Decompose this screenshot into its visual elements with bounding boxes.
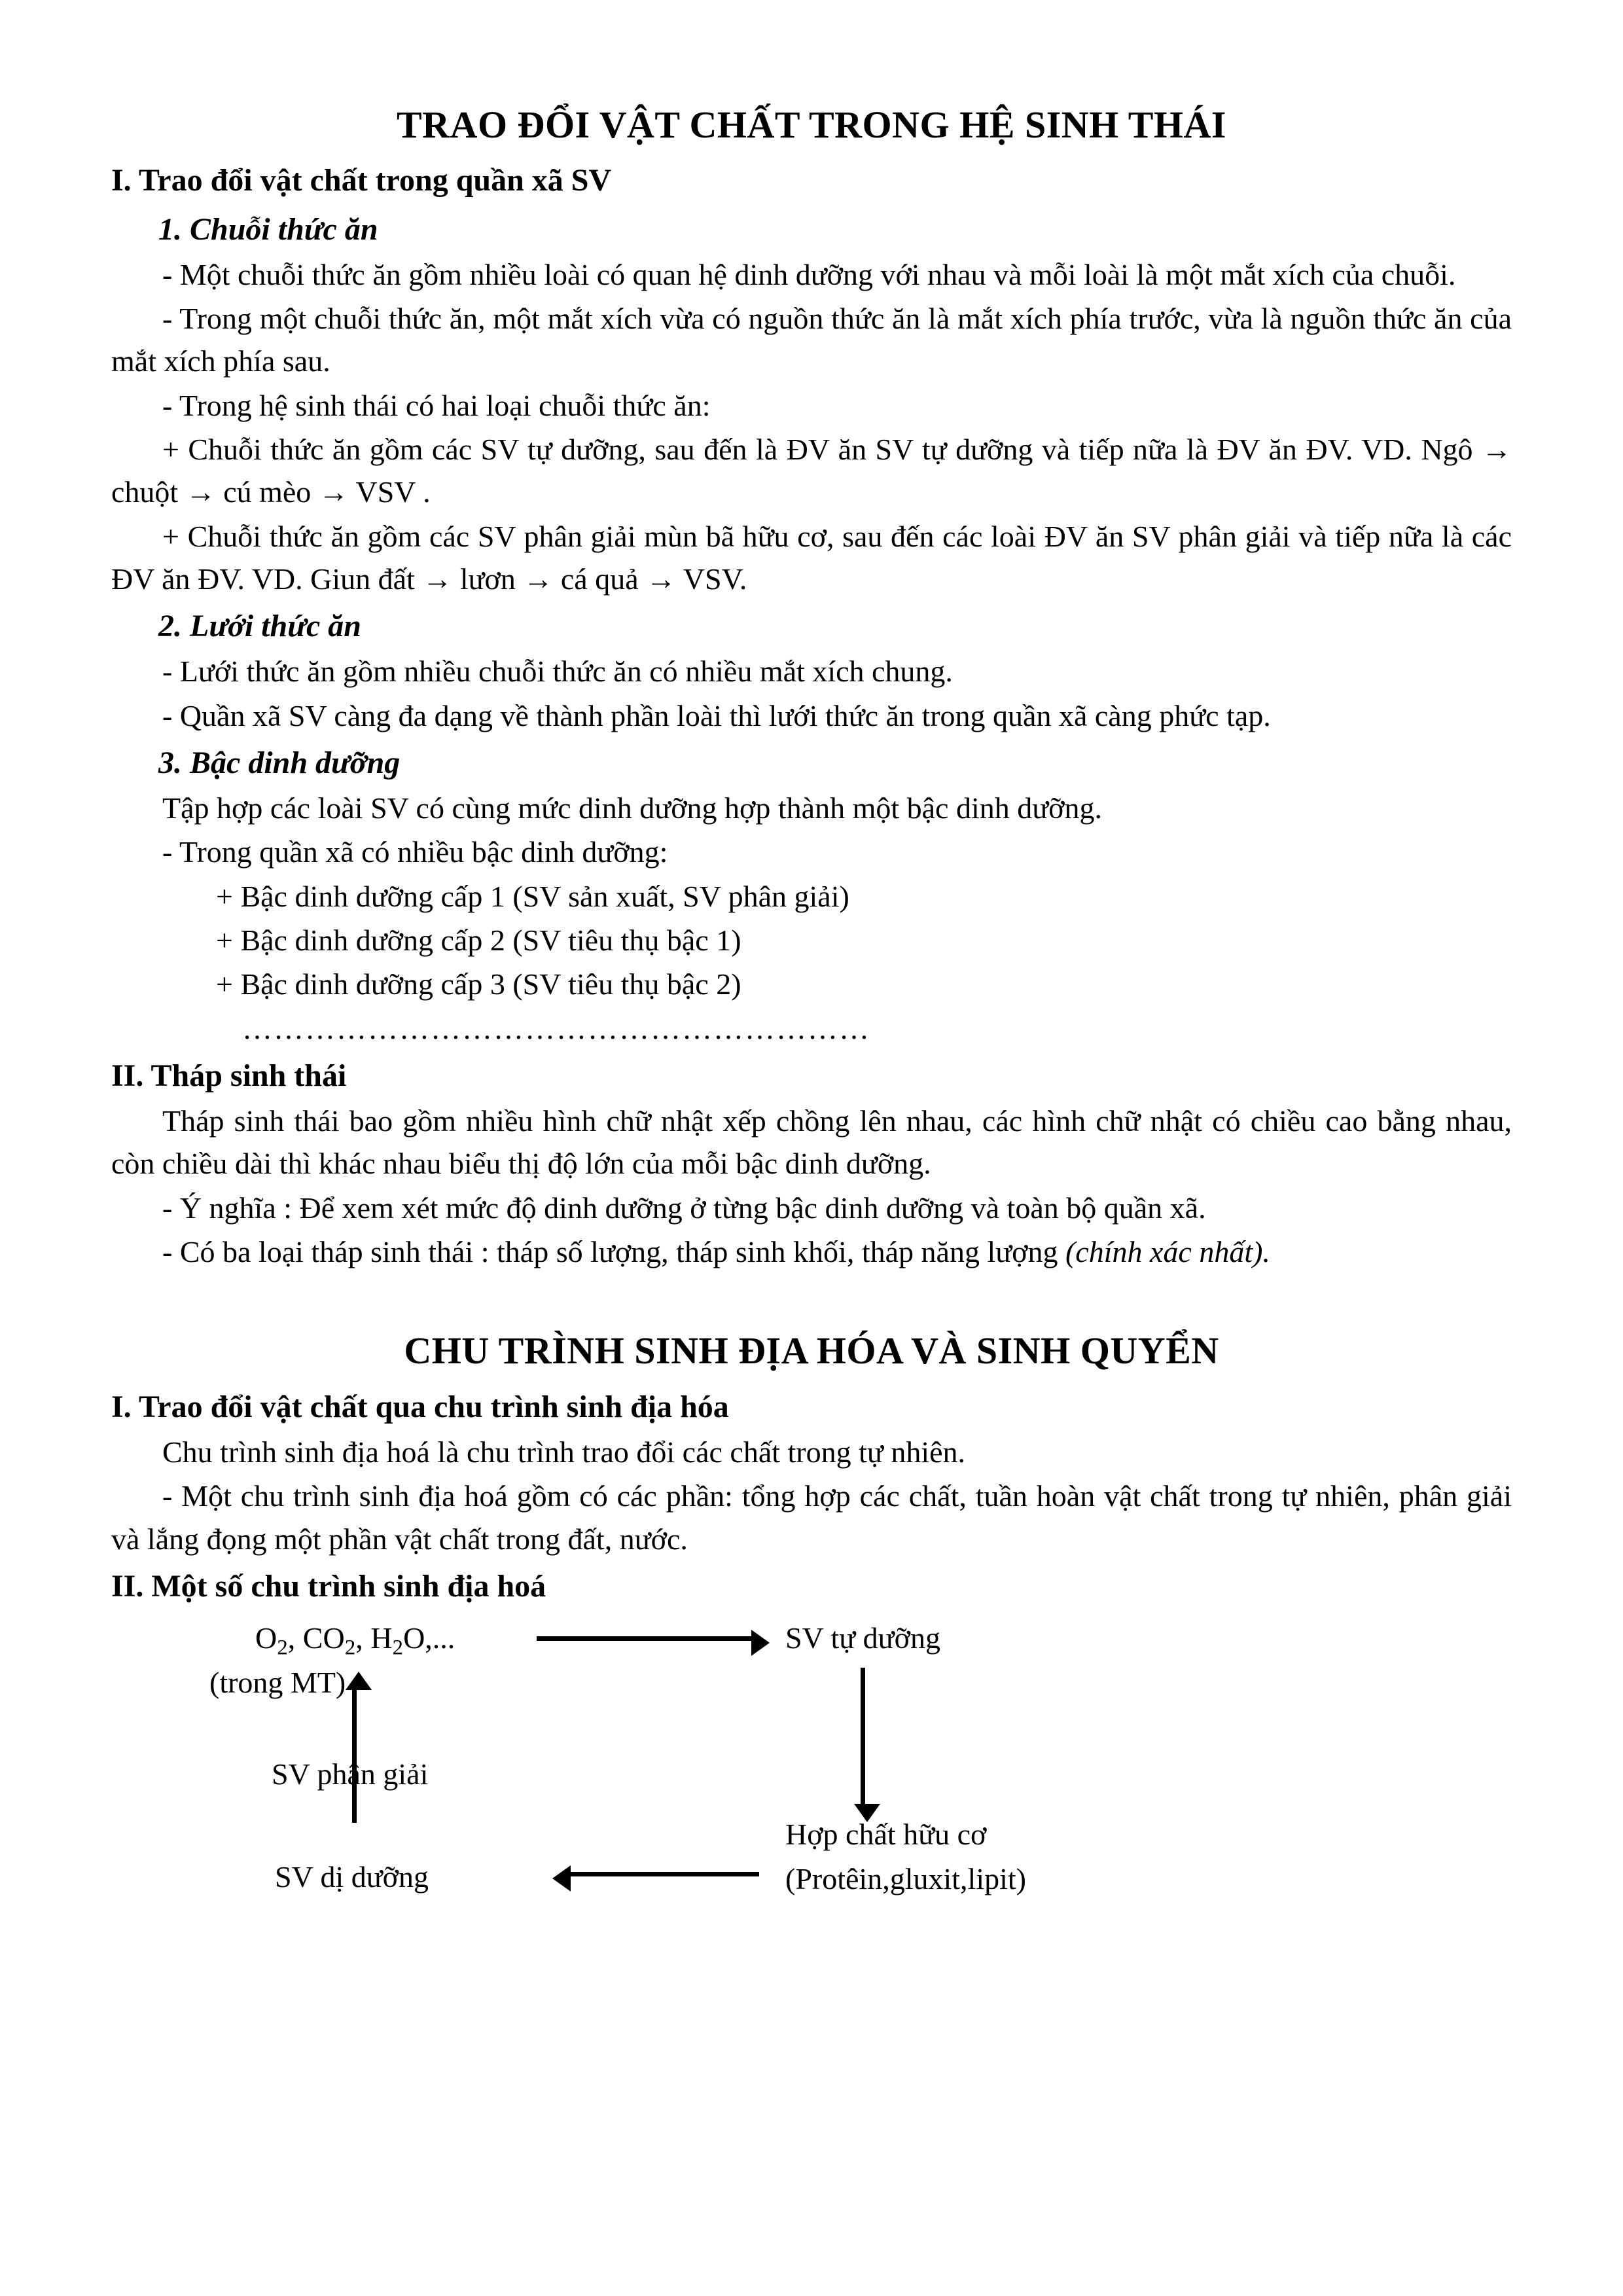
paragraph-mixed <box>111 1230 1512 1273</box>
subsection-heading-1-1: 1. Chuỗi thức ăn <box>158 211 378 247</box>
section-heading-1: I. Trao đổi vật chất trong quần xã SV <box>111 163 612 198</box>
subsection-heading-1-2: 2. Lưới thức ăn <box>158 609 361 644</box>
document-body <box>111 98 1512 1924</box>
list-item: + Bậc dinh dưỡng cấp 1 (SV sản xuất, SV phân giải) <box>216 879 849 913</box>
paragraph-italic-part: (chính xác nhất). <box>1065 1235 1270 1269</box>
paragraph: - Trong một chuỗi thức ăn, một mắt xích vừa có nguồn thức ăn là mắt xích phía trước, vừa là nguồn thức ăn của mắt xích phía sau. <box>111 301 1512 378</box>
paragraph: - Lưới thức ăn gồm nhiều chuỗi thức ăn có nhiều mắt xích chung. <box>162 655 953 689</box>
diagram-node-environment-line2: (trong MT) <box>209 1666 346 1699</box>
diagram-node-organic-line1: Hợp chất hữu cơ <box>785 1818 987 1851</box>
paragraph: - Ý nghĩa : Để xem xét mức độ dinh dưỡng ở từng bậc dinh dưỡng và toàn bộ quần xã. <box>162 1191 1206 1225</box>
paragraph: Tập hợp các loài SV có cùng mức dinh dưỡng hợp thành một bậc dinh dưỡng. <box>162 791 1102 825</box>
dotted-filler: …………………………………………………… <box>242 1011 870 1045</box>
page-title-1: TRAO ĐỔI VẬT CHẤT TRONG HỆ SINH THÁI <box>396 103 1226 146</box>
paragraph: - Một chuỗi thức ăn gồm nhiều loài có quan hệ dinh dưỡng với nhau và mỗi loài là một mắt xích của chuỗi. <box>162 257 1456 291</box>
section-heading-2: II. Tháp sinh thái <box>111 1058 347 1093</box>
paragraph: + Chuỗi thức ăn gồm các SV phân giải mùn bã hữu cơ, sau đến các loài ĐV ăn SV phân giải và tiếp nữa là các ĐV ăn ĐV. VD. Giun đất → lươn → cá quả → VSV. <box>111 519 1512 596</box>
diagram-node-environment-line1: $O_2$, $CO_2$, $H_2O$,... <box>255 1621 455 1660</box>
list-item: + Bậc dinh dưỡng cấp 2 (SV tiêu thụ bậc 1) <box>216 924 741 958</box>
biogeochemical-cycle-diagram <box>170 1617 1414 1924</box>
list-item: + Bậc dinh dưỡng cấp 3 (SV tiêu thụ bậc 2) <box>216 967 741 1001</box>
arrow-left-icon <box>569 1872 759 1876</box>
diagram-node-decomposer: SV phân giải <box>272 1757 429 1791</box>
arrow-down-icon <box>861 1668 865 1805</box>
paragraph: - Trong quần xã có nhiều bậc dinh dưỡng: <box>162 835 668 869</box>
diagram-node-heterotroph: SV dị dưỡng <box>275 1860 429 1893</box>
section-heading-3: I. Trao đổi vật chất qua chu trình sinh địa hóa <box>111 1389 729 1424</box>
diagram-node-organic-line2: (Protêin,gluxit,lipit) <box>785 1862 1026 1895</box>
section-heading-4: II. Một số chu trình sinh địa hoá <box>111 1568 546 1604</box>
subsection-heading-1-3: 3. Bậc dinh dưỡng <box>158 745 401 780</box>
paragraph: - Trong hệ sinh thái có hai loại chuỗi thức ăn: <box>162 388 711 422</box>
paragraph-plain-part: - Có ba loại tháp sinh thái : tháp số lượng, tháp sinh khối, tháp năng lượng <box>162 1235 1065 1269</box>
page-title-2: CHU TRÌNH SINH ĐỊA HÓA VÀ SINH QUYỂN <box>404 1329 1219 1372</box>
diagram-node-autotroph: SV tự dưỡng <box>785 1621 940 1655</box>
arrow-right-icon <box>537 1636 753 1641</box>
paragraph: Tháp sinh thái bao gồm nhiều hình chữ nhật xếp chồng lên nhau, các hình chữ nhật có chiều cao bằng nhau, còn chiều dài thì khác nhau biểu thị độ lớn của mỗi bậc dinh dưỡng. <box>111 1104 1512 1181</box>
paragraph: - Một chu trình sinh địa hoá gồm có các phần: tổng hợp các chất, tuần hoàn vật chất trong tự nhiên, phân giải và lắng đọng một phần vật chất trong đất, nước. <box>111 1479 1512 1556</box>
paragraph: Chu trình sinh địa hoá là chu trình trao đổi các chất trong tự nhiên. <box>162 1435 966 1469</box>
paragraph: + Chuỗi thức ăn gồm các SV tự dưỡng, sau đến là ĐV ăn SV tự dưỡng và tiếp nữa là ĐV ăn ĐV. VD. Ngô → chuột → cú mèo → VSV . <box>111 432 1512 509</box>
paragraph: - Quần xã SV càng đa dạng về thành phần loài thì lưới thức ăn trong quần xã càng phức tạp. <box>162 698 1271 732</box>
